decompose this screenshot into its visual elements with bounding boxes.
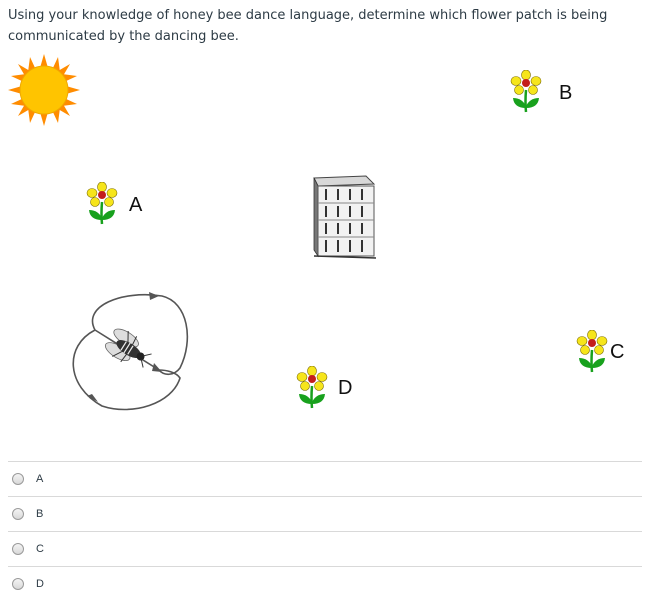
flower-a-icon bbox=[86, 182, 118, 226]
answer-label: B bbox=[36, 508, 44, 520]
flower-d-icon bbox=[296, 366, 328, 410]
waggle-dance-icon bbox=[62, 286, 196, 416]
radio-button[interactable] bbox=[12, 578, 24, 590]
answer-option-d[interactable] bbox=[8, 566, 642, 601]
answer-label: C bbox=[36, 543, 44, 555]
answer-list bbox=[8, 461, 642, 601]
radio-button[interactable] bbox=[12, 508, 24, 520]
radio-button[interactable] bbox=[12, 543, 24, 555]
label-b: B bbox=[559, 82, 573, 104]
answer-option-a[interactable] bbox=[8, 461, 642, 496]
answer-label: A bbox=[36, 473, 44, 485]
label-d: D bbox=[338, 377, 353, 399]
answer-option-c[interactable] bbox=[8, 531, 642, 566]
label-a: A bbox=[129, 194, 143, 216]
label-c: C bbox=[610, 341, 625, 363]
flower-b-icon bbox=[510, 70, 542, 114]
question-text: Using your knowledge of honey bee dance language, determine which flower patch is being communicated by the dancing bee. bbox=[8, 8, 608, 44]
radio-button[interactable] bbox=[12, 473, 24, 485]
answer-label: D bbox=[36, 578, 44, 590]
beehive-icon bbox=[308, 172, 380, 262]
sun-icon bbox=[8, 54, 80, 126]
answer-option-b[interactable] bbox=[8, 496, 642, 531]
flower-c-icon bbox=[576, 330, 608, 374]
